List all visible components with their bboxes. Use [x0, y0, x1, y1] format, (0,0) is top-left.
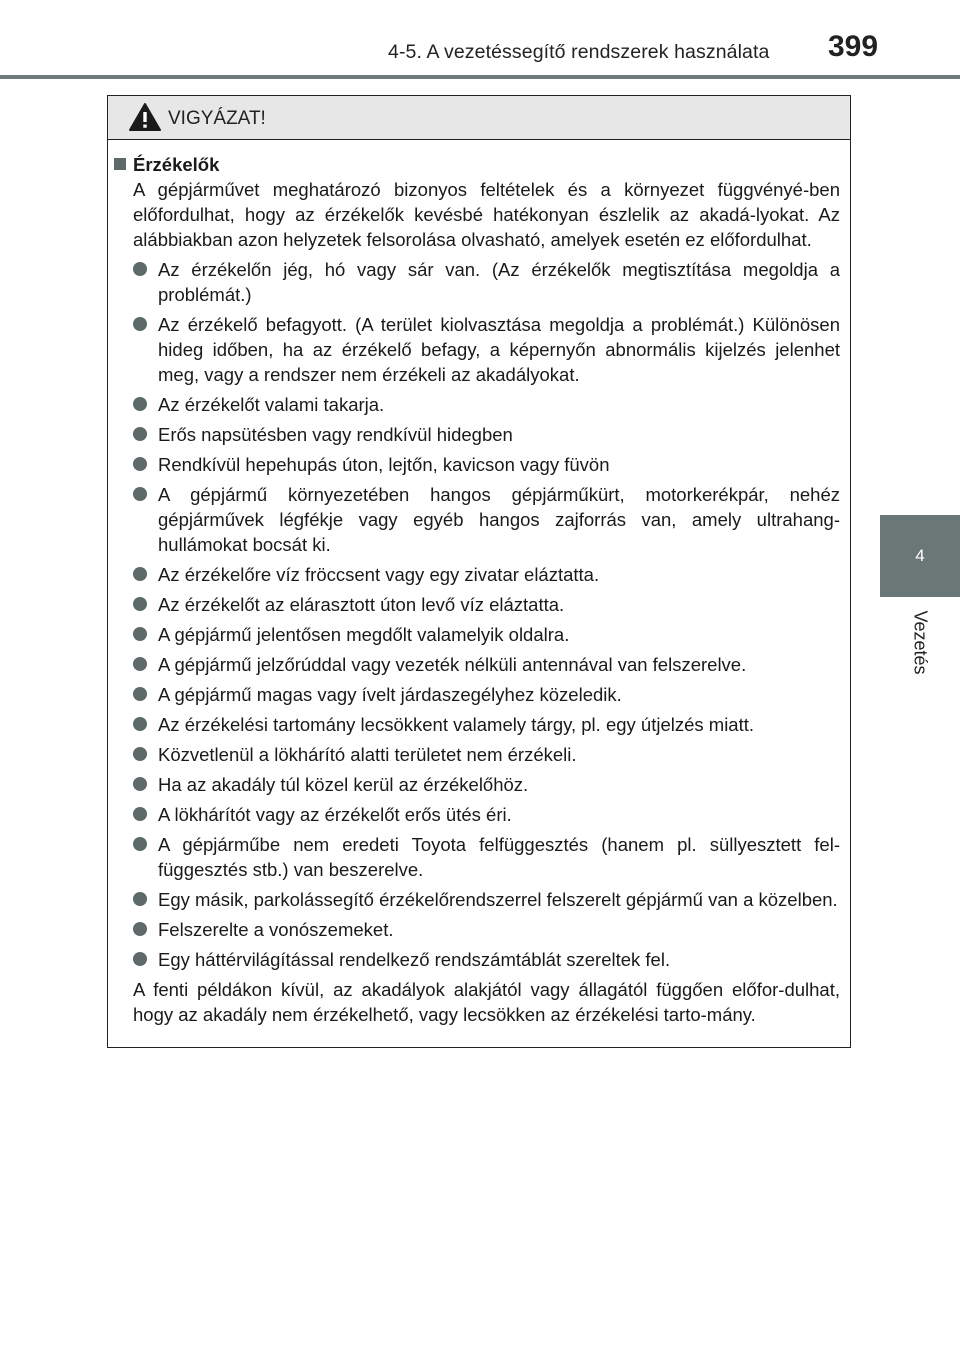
list-item [158, 947, 840, 972]
list-item [158, 887, 840, 912]
intro-paragraph: A gépjárművet meghatározó bizonyos feltételek és a környezet függvényé-ben előfordulhat, hogy az érzékelők kevésbé hatékonyan észlelik az akadá-lyokat. Az alábbiakban azon helyzetek felsorolása olvasható, amelyek esetén ez előfordulhat. [133, 179, 840, 250]
section-heading [114, 152, 850, 177]
list-item-text: Az érzékelési tartomány lecsökkent valamely tárgy, pl. egy útjelzés miatt. [158, 714, 755, 735]
list-item-text: Erős napsütésben vagy rendkívül hidegben [158, 424, 513, 445]
bullet-dot-icon [133, 427, 147, 441]
bullet-dot-icon [133, 317, 147, 331]
warning-title: VIGYÁZAT! [168, 108, 266, 129]
bullet-dot-icon [133, 892, 147, 906]
bullet-dot-icon [133, 747, 147, 761]
warning-box [107, 95, 851, 1048]
list-item [158, 312, 840, 387]
list-item-text: Az érzékelő befagyott. (A terület kiolvasztása megoldja a problémát.) Különösen hideg időben, ha az érzékelő befagy, a képernyőn abnormális kijelzés jelenhet meg, vagy a rendszer nem érzékeli az akadályokat. [158, 314, 840, 385]
list-item-text: Egy másik, parkolássegítő érzékelőrendszerrel felszerelt gépjármű van a közelben. [158, 889, 838, 910]
chapter-number: 4 [915, 546, 925, 565]
list-item [158, 422, 840, 447]
chapter-label-wrap [880, 597, 960, 687]
header-rule [0, 75, 960, 79]
list-item [158, 772, 840, 797]
list-item-text: A gépjármű jelzőrúddal vagy vezeték nélküli antennával van felszerelve. [158, 654, 747, 675]
list-item-text: A gépjármű környezetében hangos gépjárműkürt, motorkerékpár, nehéz gépjárművek légfékje vagy egyéb hangos zajforrás van, amely ultrahang-hullámokat bocsát ki. [158, 484, 840, 555]
list-item-text: Közvetlenül a lökhárító alatti területet nem érzékeli. [158, 744, 577, 765]
list-item-text: Egy háttérvilágítással rendelkező rendszámtáblát szereltek fel. [158, 949, 671, 970]
list-item [158, 917, 840, 942]
bullet-dot-icon [133, 657, 147, 671]
list-item-text: Rendkívül hepehupás úton, lejtőn, kavicson vagy füvön [158, 454, 610, 475]
bullet-dot-icon [133, 627, 147, 641]
warning-triangle-icon [128, 102, 162, 132]
list-item [158, 832, 840, 882]
page-number: 399 [828, 30, 879, 63]
bullet-dot-icon [133, 837, 147, 851]
outro-paragraph: A fenti példákon kívül, az akadályok alakjától vagy állagától függően előfor-dulhat, hogy az akadály nem érzékelhető, vagy lecsökken az érzékelési tarto-mány. [133, 979, 840, 1025]
bullet-dot-icon [133, 262, 147, 276]
bullet-dot-icon [133, 597, 147, 611]
list-item [158, 257, 840, 307]
bullet-dot-icon [133, 777, 147, 791]
list-item-text: A gépjármű magas vagy ívelt járdaszegélyhez közeledik. [158, 684, 622, 705]
bullet-dot-icon [133, 717, 147, 731]
list-item [158, 562, 840, 587]
list-item [158, 682, 840, 707]
bullet-dot-icon [133, 487, 147, 501]
bullet-dot-icon [133, 952, 147, 966]
condition-list [108, 257, 850, 972]
list-item-text: Az érzékelőre víz fröccsent vagy egy zivatar eláztatta. [158, 564, 600, 585]
warning-header [108, 96, 850, 140]
list-item-text: Ha az akadály túl közel kerül az érzékelőhöz. [158, 774, 529, 795]
section-title: 4-5. A vezetéssegítő rendszerek használata [388, 41, 770, 63]
bullet-dot-icon [133, 687, 147, 701]
list-item-text: Felszerelte a vonószemeket. [158, 919, 394, 940]
list-item [158, 802, 840, 827]
bullet-dot-icon [133, 457, 147, 471]
bullet-dot-icon [133, 567, 147, 581]
chapter-label: Vezetés [910, 609, 931, 675]
list-item [158, 452, 840, 477]
square-bullet-icon [114, 158, 126, 170]
list-item-text: Az érzékelőt valami takarja. [158, 394, 385, 415]
chapter-tab [880, 515, 960, 597]
bullet-dot-icon [133, 397, 147, 411]
list-item [158, 482, 840, 557]
list-item [158, 622, 840, 647]
warning-content [108, 152, 850, 1027]
list-item-text: Az érzékelőn jég, hó vagy sár van. (Az érzékelők megtisztítása megoldja a problémát.) [158, 259, 840, 305]
list-item [158, 392, 840, 417]
section-heading-text: Érzékelők [133, 154, 220, 175]
list-item [158, 742, 840, 767]
list-item-text: Az érzékelőt az elárasztott úton levő víz eláztatta. [158, 594, 565, 615]
list-item [158, 712, 840, 737]
list-item [158, 592, 840, 617]
list-item-text: A gépjármű jelentősen megdőlt valamelyik oldalra. [158, 624, 570, 645]
list-item [158, 652, 840, 677]
list-item-text: A gépjárműbe nem eredeti Toyota felfüggesztés (hanem pl. süllyesztett fel-függesztés stb.) van beszerelve. [158, 834, 840, 880]
bullet-dot-icon [133, 807, 147, 821]
list-item-text: A lökhárítót vagy az érzékelőt erős ütés éri. [158, 804, 512, 825]
bullet-dot-icon [133, 922, 147, 936]
